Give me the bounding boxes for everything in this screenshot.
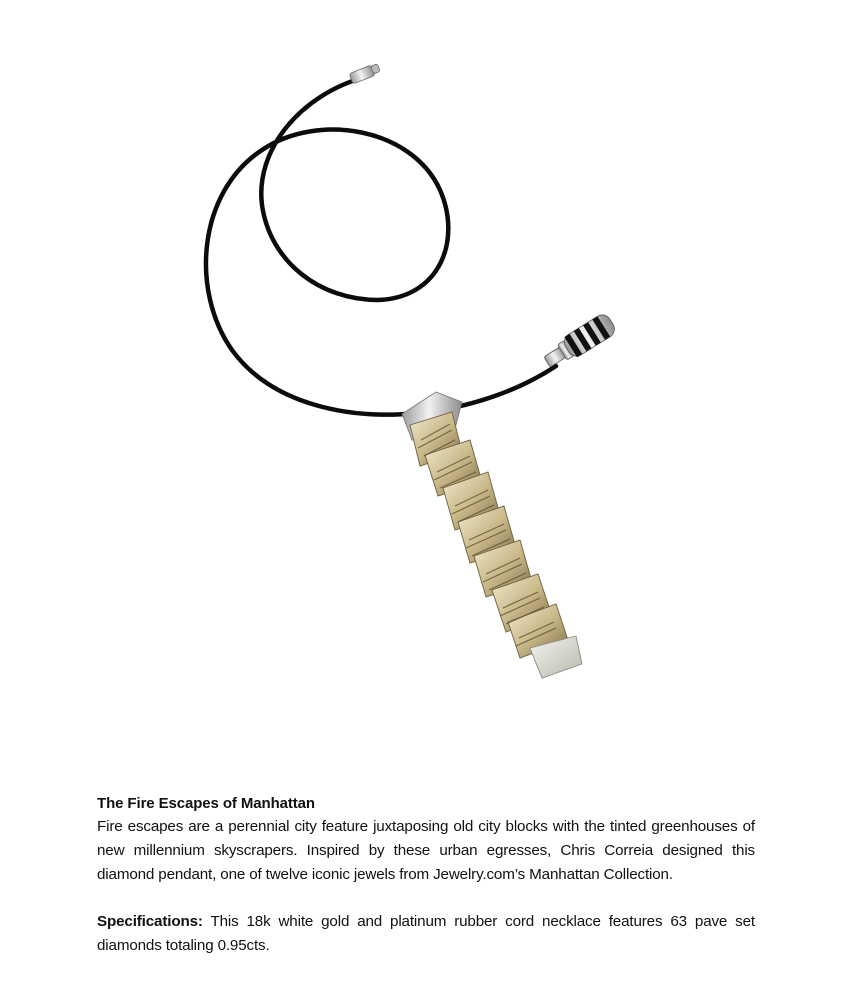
rubber-cord: [206, 77, 556, 415]
top-end-cap: [349, 64, 380, 84]
product-title: The Fire Escapes of Manhattan: [97, 795, 315, 812]
product-description: Fire escapes are a perennial city feature juxtaposing old city blocks with the tinted greenhouses of new millennium skyscrapers. Inspired by these urban egresses, Chris Correia designed this diamond pendant, one of twelve iconic jewels from Jewelry.com’s Manhattan Collection.: [97, 818, 755, 883]
specifications-label: Specifications:: [97, 913, 203, 930]
specifications-text: This 18k white gold and platinum rubber cord necklace features 63 pave set diamonds totaling 0.95cts.: [97, 913, 755, 954]
clasp: [541, 312, 618, 373]
product-caption: [97, 793, 755, 958]
pendant: [402, 392, 582, 678]
product-specifications: [97, 910, 755, 958]
